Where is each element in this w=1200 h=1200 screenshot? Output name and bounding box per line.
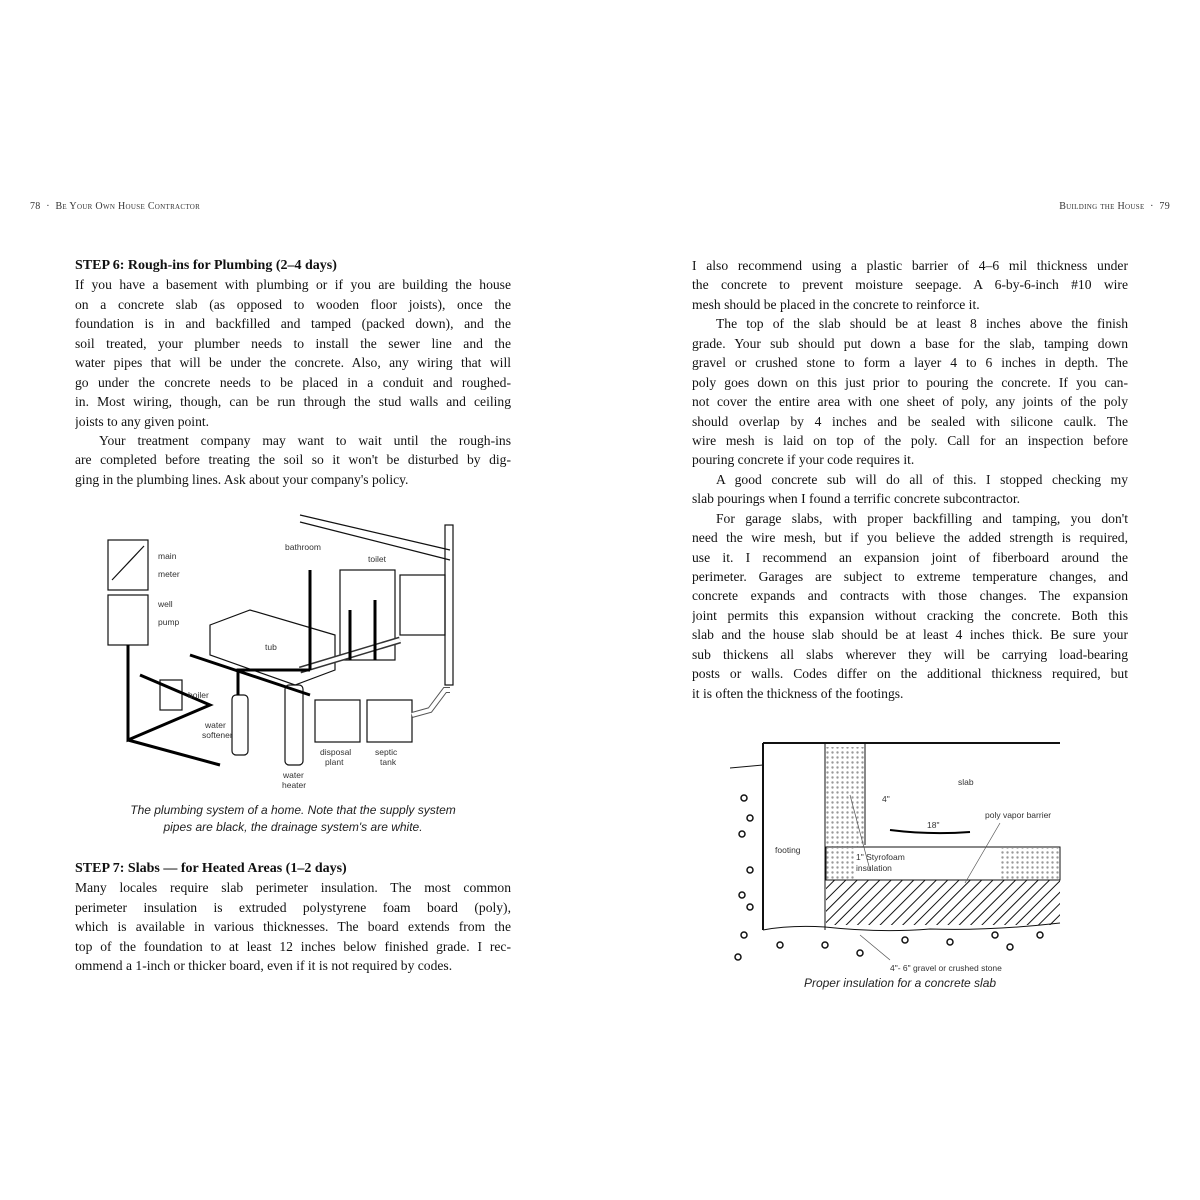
text-line: slab pourings when I found a terrific concrete subcontractor. bbox=[692, 491, 1021, 507]
text-line: Many locales require slab perimeter insulation. The most common bbox=[75, 880, 511, 896]
text-line: soil treated, your plumber needs to install the sewer line and the bbox=[75, 335, 511, 351]
text-line: Your treatment company may want to wait until the rough-ins bbox=[99, 432, 511, 448]
text-line: sub thickens all slabs wherever they will be carrying load-bearing bbox=[692, 646, 1128, 662]
label-bathroom: bathroom bbox=[285, 542, 321, 552]
page-number: 79 bbox=[1159, 201, 1170, 212]
text-line: ommend a 1-inch or thicker board, even if it is not required by codes. bbox=[75, 958, 453, 974]
text-line: A good concrete sub will do all of this. I stopped checking my bbox=[716, 471, 1128, 487]
text-line: the concrete to prevent moisture seepage. A 6-by-6-inch #10 wire bbox=[692, 277, 1128, 293]
text-line: poly goes down on this just prior to pouring the concrete. If you can- bbox=[692, 374, 1128, 390]
text-line: mesh should be placed in the concrete to reinforce it. bbox=[692, 296, 980, 312]
step6-body bbox=[75, 275, 511, 489]
text-line: For garage slabs, with proper backfilling and tamping, you don't bbox=[716, 510, 1128, 526]
slab-diagram bbox=[730, 735, 1070, 980]
step6-heading: STEP 6: Rough-ins for Plumbing (2–4 days) bbox=[75, 258, 337, 273]
text-line: gravel or crushed stone to form a layer 4 to 6 inches in depth. The bbox=[692, 355, 1128, 371]
label-water-softener-2: softener bbox=[202, 730, 233, 740]
plumbing-caption bbox=[75, 802, 511, 836]
text-line: use it. I recommend an expansion joint of fiberboard around the bbox=[692, 549, 1128, 565]
text-line: grade. Your sub should put down a base for the slab, tamping down bbox=[692, 335, 1128, 351]
step7-heading: STEP 7: Slabs — for Heated Areas (1–2 days) bbox=[75, 861, 347, 876]
label-boiler: boiler bbox=[188, 690, 209, 700]
text-line: on a concrete slab (as opposed to wooden floor joists), once the bbox=[75, 296, 511, 312]
label-footing: footing bbox=[775, 845, 801, 855]
text-line: which is available in various thicknesses. The board extends from the bbox=[75, 919, 511, 935]
text-line: wire mesh is laid on top of the poly. Call for an inspection before bbox=[692, 432, 1128, 448]
caption-line: The plumbing system of a home. Note that the supply system bbox=[130, 803, 456, 817]
pump-box bbox=[108, 595, 148, 645]
label-well: well bbox=[158, 599, 173, 609]
label-water-heater: water bbox=[283, 770, 304, 780]
label-water-softener: water bbox=[205, 720, 226, 730]
softener-shape bbox=[232, 695, 248, 755]
label-pump: pump bbox=[158, 617, 180, 627]
label-septic-2: tank bbox=[380, 757, 397, 767]
text-line: are completed before treating the soil so it won't be disturbed by dig- bbox=[75, 452, 511, 468]
text-line: slab and the house slab should be at least 4 inches thick. Be sure your bbox=[692, 627, 1128, 643]
water-heater-shape bbox=[285, 685, 303, 765]
label-disposal: disposal bbox=[320, 747, 352, 757]
label-slab: slab bbox=[958, 777, 974, 787]
label-disposal-2: plant bbox=[325, 757, 344, 767]
text-line: should overlap by 4 inches and be sealed with silicone caulk. The bbox=[692, 413, 1128, 429]
right-body bbox=[692, 256, 1128, 703]
text-line: posts or walls. Codes differ on the additional thickness required, but bbox=[692, 666, 1128, 682]
label-toilet: toilet bbox=[368, 554, 386, 564]
label-main: main bbox=[158, 551, 177, 561]
label-water-heater-2: heater bbox=[282, 780, 307, 790]
label-tub: tub bbox=[265, 642, 277, 652]
text-line: it is often the thickness of the footings. bbox=[692, 685, 904, 701]
label-meter: meter bbox=[158, 569, 180, 579]
text-line: top of the foundation to at least 12 inches below finished grade. I rec- bbox=[75, 938, 511, 954]
right-paragraphs bbox=[692, 256, 1128, 703]
label-18-inch: 18" bbox=[927, 820, 940, 830]
text-line: perimeter. Garages are subject to extreme temperature changes, and bbox=[692, 569, 1128, 584]
step6-section bbox=[75, 256, 511, 489]
text-line: need the wire mesh, but if you believe the added strength is required, bbox=[692, 530, 1128, 546]
label-gravel: 4"- 6" gravel or crushed stone bbox=[890, 963, 1002, 973]
text-line: ging in the plumbing lines. Ask about your company's policy. bbox=[75, 471, 409, 487]
text-line: go under the concrete needs to be placed in a conduit and roughed- bbox=[75, 374, 511, 390]
text-line: joists to any given point. bbox=[75, 413, 210, 429]
label-4-inch: 4" bbox=[882, 794, 890, 804]
book-title: Be Your Own House Contractor bbox=[55, 201, 201, 212]
text-line: not cover the entire area with one sheet of poly, any joints of the poly bbox=[692, 394, 1128, 410]
left-running-head: 78 · Be Your Own House Contractor bbox=[30, 201, 201, 212]
plumbing-diagram bbox=[100, 510, 480, 800]
step7-section bbox=[75, 859, 511, 976]
label-styrofoam: 1" Styrofoam bbox=[856, 852, 905, 862]
text-line: joint permits this expansion without cracking the concrete. Both this bbox=[692, 607, 1128, 623]
slab-caption: Proper insulation for a concrete slab bbox=[803, 976, 997, 990]
text-line: in. Most wiring, though, can be run through the stud walls and ceiling bbox=[75, 394, 511, 410]
text-line: water pipes that will be under the concrete. Also, any wiring that will bbox=[75, 355, 511, 371]
page-number: 78 bbox=[30, 201, 41, 212]
text-line: perimeter insulation is extruded polystyrene foam board (poly), bbox=[75, 899, 511, 915]
text-line: I also recommend using a plastic barrier of 4–6 mil thickness under bbox=[692, 258, 1128, 273]
label-septic: septic bbox=[375, 747, 398, 757]
chapter-title: Building the House bbox=[1059, 201, 1145, 212]
text-line: foundation is in and backfilled and tamped (packed down), and the bbox=[75, 316, 511, 332]
text-line: If you have a basement with plumbing or if you are building the house bbox=[75, 277, 511, 293]
label-poly-vapor-barrier: poly vapor barrier bbox=[985, 810, 1052, 820]
text-line: concrete expands and contracts with those changes. The expansion bbox=[692, 588, 1128, 604]
caption-line: pipes are black, the drainage system's are white. bbox=[163, 820, 423, 834]
text-line: The top of the slab should be at least 8 inches above the finish bbox=[716, 316, 1128, 332]
text-line: pouring concrete if your code requires it. bbox=[692, 452, 915, 468]
right-running-head: Building the House · 79 bbox=[1059, 201, 1170, 212]
label-insulation: insulation bbox=[856, 863, 892, 873]
step7-body bbox=[75, 878, 511, 975]
